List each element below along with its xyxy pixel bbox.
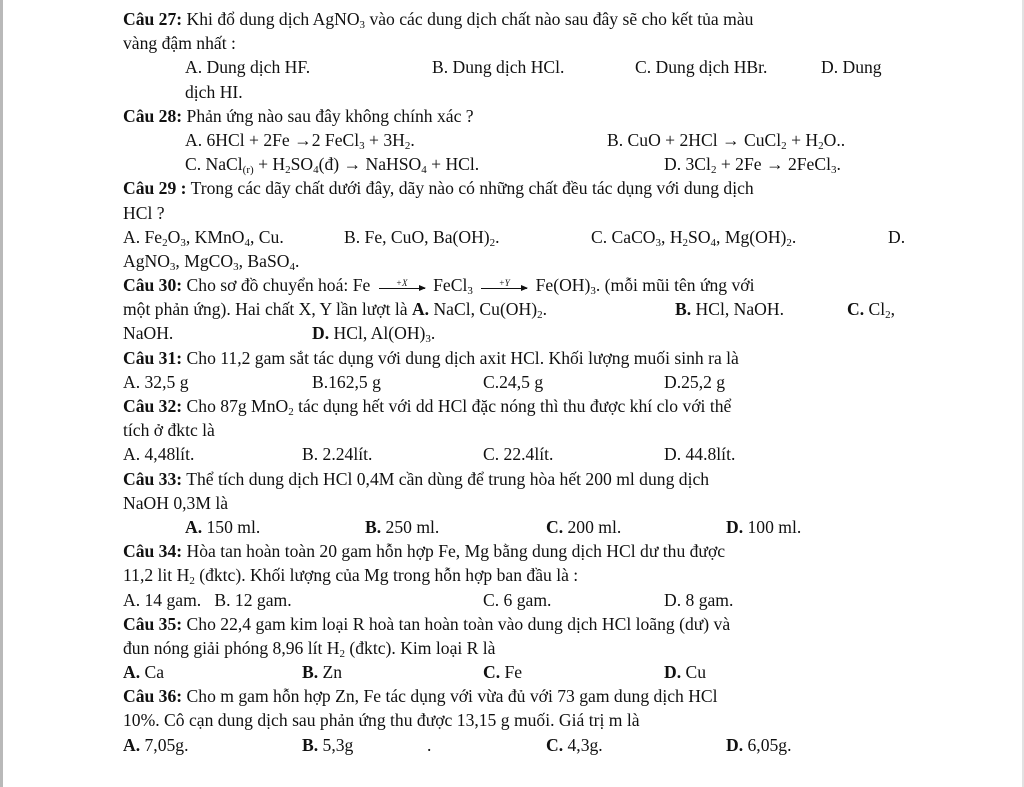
reaction-arrow-x: +X bbox=[379, 279, 425, 289]
question-35-stem: Câu 35: Cho 22,4 gam kim loại R hoà tan hoàn toàn vào dung dịch HCl loãng (dư) và bbox=[123, 613, 731, 634]
option-d[interactable]: D. 6,05g. bbox=[726, 734, 792, 755]
question-32-options bbox=[123, 442, 909, 466]
option-c[interactable]: C. Dung dịch HBr. bbox=[635, 57, 768, 78]
option-d[interactable]: D. $3Cl_2 + 2Fe$ → 2FeCl$_3$. bbox=[664, 154, 841, 177]
option-a[interactable]: A. 4,48lít. bbox=[123, 444, 195, 465]
question-30-stem: Câu 30: Cho sơ đồ chuyển hoá: Fe +X FeCl$_3$ +Y $Fe(OH)_3$. (mỗi mũi tên ứng với bbox=[123, 275, 755, 298]
question-31-options bbox=[123, 370, 909, 394]
question-36-options bbox=[123, 733, 909, 757]
question-27-options bbox=[123, 55, 909, 79]
option-a[interactable]: A. 150 ml. bbox=[185, 516, 261, 537]
option-b[interactable]: B. HCl, NaOH. bbox=[675, 299, 784, 320]
question-28-options-ab bbox=[123, 128, 909, 152]
question-29-stem: Câu 29 : Trong các dãy chất dưới đây, dãy nào có những chất đều tác dụng với dung dịch bbox=[123, 178, 754, 199]
option-b[interactable]: B.162,5 g bbox=[312, 371, 381, 392]
question-31-stem: Câu 31: Cho 11,2 gam sắt tác dụng với dung dịch axit HCl. Khối lượng muối sinh ra là bbox=[123, 347, 739, 368]
option-c[interactable]: C. NaCl$_{(r)}$ + $H_2SO_4(đ)$ → NaHSO$_4$ + HCl. bbox=[185, 154, 480, 177]
question-35-options bbox=[123, 660, 909, 684]
option-c[interactable]: C. $Cl_2$, bbox=[847, 299, 896, 322]
question-28-options-cd bbox=[123, 152, 909, 176]
option-d[interactable]: D. 8 gam. bbox=[664, 589, 734, 610]
option-a[interactable]: A. NaCl, $Cu(OH)_2$. bbox=[411, 299, 547, 322]
option-c[interactable]: C. 22.4lít. bbox=[483, 444, 554, 465]
question-28-stem: Câu 28: Phản ứng nào sau đây không chính xác ? bbox=[123, 105, 474, 126]
option-a[interactable]: A. 7,05g. bbox=[123, 734, 189, 755]
option-d[interactable]: D.25,2 g bbox=[664, 371, 726, 392]
option-b[interactable]: B. Fe, CuO, $Ba(OH)_2$. bbox=[344, 226, 500, 249]
stray-dot: . bbox=[427, 734, 432, 755]
option-a[interactable]: A. 32,5 g bbox=[123, 371, 189, 392]
question-32-stem: Câu 32: Cho 87g MnO$_2$ tác dụng hết với dd HCl đặc nóng thì thu được khí clo với thể bbox=[123, 396, 732, 418]
question-33-options bbox=[123, 515, 909, 539]
option-ab[interactable]: A. 14 gam. B. 12 gam. bbox=[123, 589, 292, 610]
question-36-stem: Câu 36: Cho m gam hỗn hợp Zn, Fe tác dụng với vừa đủ với 73 gam dung dịch HCl bbox=[123, 686, 718, 707]
option-c[interactable]: C. CaCO$_3$, $H_2SO_4$, $Mg(OH)_2$. bbox=[591, 226, 797, 249]
question-34-stem: Câu 34: Hòa tan hoàn toàn 20 gam hỗn hợp Fe, Mg bằng dung dịch HCl dư thu được bbox=[123, 541, 726, 562]
option-c[interactable]: C. 4,3g. bbox=[546, 734, 603, 755]
option-d[interactable]: D. Dung bbox=[821, 57, 882, 78]
option-b[interactable]: B. Zn bbox=[302, 662, 343, 683]
question-27-stem: Câu 27: Khi đổ dung dịch AgNO$_3$ vào các dung dịch chất nào sau đây sẽ cho kết tủa màu bbox=[123, 9, 754, 31]
page-edge-left bbox=[0, 0, 3, 787]
option-a[interactable]: A. Dung dịch HF. bbox=[185, 57, 311, 78]
option-d[interactable]: D. HCl, $Al(OH)_3$. bbox=[312, 323, 436, 346]
option-b[interactable]: B. CuO + 2HCl → CuCl$_2$ + $H_2O$.. bbox=[607, 129, 846, 152]
option-b[interactable]: B. 250 ml. bbox=[365, 516, 440, 537]
question-29-options bbox=[123, 225, 909, 249]
option-b[interactable]: B. 5,3g bbox=[302, 734, 354, 755]
option-c[interactable]: C.24,5 g bbox=[483, 371, 544, 392]
question-34-options bbox=[123, 588, 909, 612]
question-33-stem: Câu 33: Thể tích dung dịch HCl 0,4M cần dùng để trung hòa hết 200 ml dung dịch bbox=[123, 468, 710, 489]
option-d[interactable]: D. bbox=[888, 226, 906, 247]
option-d[interactable]: D. 100 ml. bbox=[726, 516, 802, 537]
option-a[interactable]: A. 6HCl + 2Fe →2 FeCl$_3$ + $3H_2$. bbox=[185, 129, 415, 152]
question-30-options: một phản ứng). Hai chất X, Y lần lượt là A. NaCl, $Cu(OH)_2$. B. HCl, NaOH. C. $Cl_2$, bbox=[123, 299, 896, 322]
option-a[interactable]: A. $Fe_2O_3$, KMnO$_4$, Cu. bbox=[123, 226, 284, 249]
option-a[interactable]: A. Ca bbox=[123, 662, 165, 683]
option-c[interactable]: C. 6 gam. bbox=[483, 589, 552, 610]
reaction-arrow-y: +Y bbox=[481, 279, 527, 289]
option-b[interactable]: B. Dung dịch HCl. bbox=[432, 57, 565, 78]
exam-page: Câu 27: Khi đổ dung dịch AgNO$_3$ vào các dung dịch chất nào sau đây sẽ cho kết tủa màu vàng đậm nhất : A. Dung dịch HF. B. Dung dịch HCl. C. Dung dịch HBr. D. Dung dịch HI. Câu 28: Phản ứng nào sau đây không chính xác ? A. 6HCl + 2Fe →2 FeCl$_3$ + $3H_2$. B. CuO + 2HCl → CuCl$_2$ + $H_2O$.. C. NaCl$_{(r)}$ + $H_2SO_4(đ)$ → NaHSO$_4$ + HCl. D. $3Cl_2 + 2Fe$ → 2FeCl$_3$. Câu 29 : Trong các dãy chất dưới đây, dãy nào có những chất đều tác dụng với dung dịch HCl ? A. $Fe_2O_3$, KMnO$_4$, Cu. B. Fe, CuO, $Ba(OH)_2$. C. CaCO$_3$, $H_2SO_4$, $Mg(OH)_2$. D. AgNO$_3$, MgCO$_3$, BaSO$_4$. Câu 30: Cho sơ đồ chuyển hoá: Fe +X FeCl$_3$ +Y $Fe(OH)_3$. (mỗi mũi tên ứng với một phản ứng). Hai chất X, Y lần lượt là A. NaCl, $Cu(OH)_2$. B. HCl, NaOH. C. $Cl_2$, NaOH. D. HCl, $Al(OH)_3$. Câu 31: Cho 11,2 gam sắt tác dụng với dung dịch axit HCl. Khối lượng muối sinh ra là A. 32,5 g B.162,5 g C.24,5 g D.25,2 g Câu 32: Cho 87g MnO$_2$ tác dụng hết với dd HCl đặc nóng thì thu được khí clo với thể tích ở đktc là A. 4,48lít. B. 2.24lít. C. 22.4lít. D. 44.8lít. Câu 33: Thể tích dung dịch HCl 0,4M cần dùng để trung hòa hết 200 ml dung dịch NaOH 0,3M là A. 150 ml. B. 250 ml. C. 200 ml. D. 100 ml. Câu 34: Hòa tan hoàn toàn 20 gam hỗn hợp Fe, Mg bằng dung dịch HCl dư thu được 11,2 lit $H_2$ (đktc). Khối lượng của Mg trong hỗn hợp ban đầu là : A. 14 gam. B. 12 gam. C. 6 gam. D. 8 gam. Câu 35: Cho 22,4 gam kim loại R hoà tan hoàn toàn vào dung dịch HCl loãng (dư) và đun nóng giải phóng 8,96 lít $H_2$ (đktc). Kim loại R là A. Ca B. Zn C. Fe D. Cu Câu 36: Cho m gam hỗn hợp Zn, Fe tác dụng với vừa đủ với 73 gam dung dịch HCl 10%. Cô cạn dung dịch sau phản ứng thu được 13,15 g muối. Giá trị m là A. 7,05g. B. 5,3g . C. 4,3g. D. 6,05g. bbox=[123, 7, 909, 757]
option-d[interactable]: D. Cu bbox=[664, 662, 707, 683]
option-c[interactable]: C. Fe bbox=[483, 662, 523, 683]
option-d[interactable]: D. 44.8lít. bbox=[664, 444, 736, 465]
option-c[interactable]: C. 200 ml. bbox=[546, 516, 622, 537]
option-b[interactable]: B. 2.24lít. bbox=[302, 444, 373, 465]
